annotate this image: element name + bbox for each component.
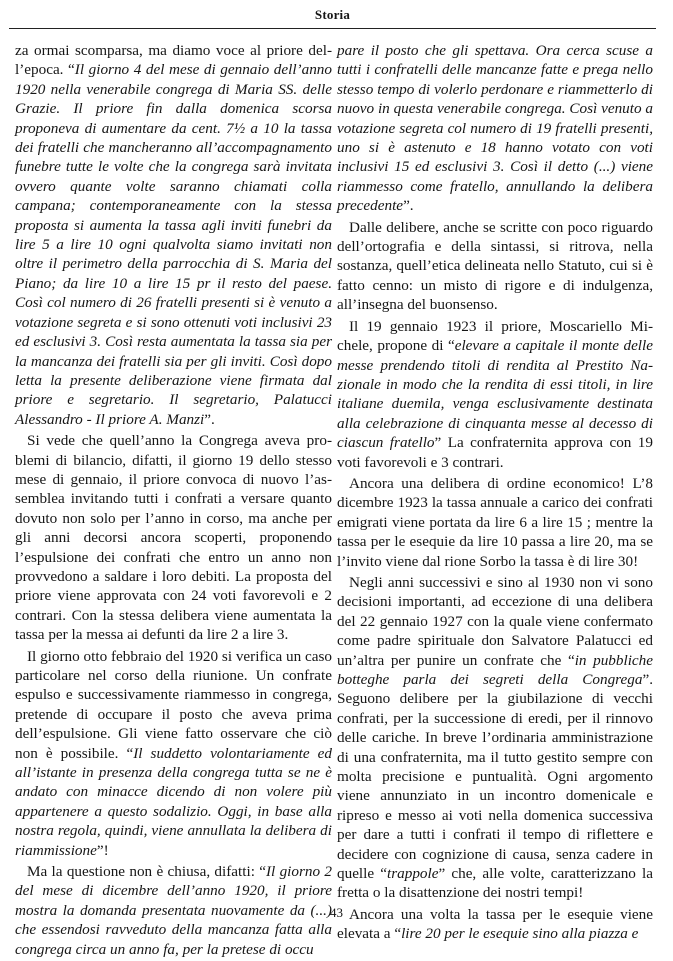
body-text: Dalle delibere, anche se scritte con poco riguardo dell’ortografia e della sintassi, si ritrova, nella sostanza, quell’etica delineata nello Statuto, cui si è fatto cenno: un misto di rigore e di indulgenza, all’insegna del buonsenso. bbox=[337, 218, 653, 314]
body-text: Il 19 gennaio 1923 il priore, Moscariello Michele, propone di “ bbox=[337, 317, 653, 355]
body-text: Ma la questione non è chiusa, difatti: “ bbox=[27, 863, 266, 881]
running-header bbox=[9, 4, 656, 29]
body-text: ”. bbox=[403, 197, 414, 215]
paragraph bbox=[15, 431, 332, 644]
body-text: ” che, alle volte, caratterizzano la fretta o la disattenzione dei nostri tempi! bbox=[337, 865, 653, 902]
quoted-text: in pubbliche botteghe parla dei segreti della Congrega bbox=[337, 651, 653, 688]
right-column bbox=[337, 41, 653, 946]
body-text: Ancora una delibera di ordine economico! L’8 dicembre 1923 la tassa annuale a carico dei confrati emigrati viene portata da lire 6 a lire 15 ; mentre la tassa per le esequie da lire 10 passa a lire 20, ma se l’invito viene dal rione Sorbo la tassa è di lire 30! bbox=[337, 474, 653, 570]
body-text: Il giorno otto febbraio del 1920 si verifica un caso particolare nel corso della riunione. Un confrate espulso e successivamente riammesso in congrega, pretende di occupare il posto che aveva prima dell’espulsione. Gli viene fatto osservare che ciò non è possibile. “ bbox=[15, 647, 332, 762]
paragraph bbox=[15, 41, 332, 429]
paragraph bbox=[337, 573, 653, 903]
paragraph bbox=[337, 218, 653, 315]
left-column bbox=[15, 41, 332, 961]
body-text: ”! bbox=[96, 841, 109, 859]
body-text: Negli anni successivi e sino al 1930 non vi sono decisioni importanti, ad eccezione di una delibera del 22 gennaio 1927 con la quale viene confermato come padre spirituale don Salvatore Palatucci ed un’altra per punire un confrate che “ bbox=[337, 573, 653, 669]
quoted-text: elevare a capitale il monte delle messe prendendo titoli di rendita al Prestito Nazionale in modo che la rendita di essi titoli, in lire italiane duemila, venga esclusivamente destinata alla celebrazione di cinquanta messe al decesso di ciascun fratello bbox=[337, 337, 653, 452]
paragraph bbox=[337, 474, 653, 571]
paragraph bbox=[15, 647, 332, 860]
paragraph bbox=[337, 317, 653, 472]
quoted-text: pare il posto che gli spettava. Ora cerca scuse a tutti i confratelli delle mancanze fatte e prega nello stesso tempo di volerlo perdonare e riammetterlo di nuovo in questa venerabile congrega. Così venuto a votazione segreta col numero di 19 fratelli presenti, uno si è astenuto e 18 hanno votato con voti inclusivi 15 ed esclusivi 3. Così il detto (...) viene riammesso come fratello, annullando la delibera precedente bbox=[337, 42, 653, 215]
body-text: Ancora una volta la tassa per le esequie viene elevata a “ bbox=[337, 905, 653, 943]
quoted-text: lire 20 per le esequie sino alla piazza e bbox=[401, 925, 639, 943]
page-number: 43 bbox=[330, 905, 343, 920]
quoted-text: trappole bbox=[387, 865, 439, 883]
body-text: ”. Seguono delibere per la giubilazione di vecchi confrati, per la successione di eredi, per il rinnovo delle cariche. In breve l’ordinaria amministrazione di una confraternita, ma il tutto gestito sempre con molta precisione e puntualità. Ogni argomento viene annunziato in un incontro domenicale e ripreso e messo ai voti nella domenica successiva per dare a tutti i confrati il tempo di riflettere e decidere con cognizione di causa, senza cadere in quelle “ bbox=[337, 671, 653, 883]
body-text: ”. bbox=[204, 410, 215, 428]
quoted-text: Il giorno 2 del mese di dicembre dell’anno 1920, il priore mostra la domanda presentata nuovamente da (...) che essendosi ravveduto della mancanza fatta alla congrega circa un anno fa, per la pretese di occu bbox=[15, 863, 332, 958]
body-text: za ormai scomparsa, ma diamo voce al priore dell’epoca. “ bbox=[15, 42, 332, 79]
quoted-text: Il suddetto volontariamente ed all’istante in presenza della congrega tutta se ne è andato con minacce dicendo di non volere più appartenere a questo sodalizio. Oggi, in base alla nostra regola, quindi, viene annullata la delibera di riammissione bbox=[15, 744, 332, 859]
section-title: Storia bbox=[314, 7, 351, 22]
paragraph bbox=[337, 41, 653, 216]
body-text: ” La confraternita approva con 19 voti favorevoli e 3 contrari. bbox=[337, 434, 653, 471]
quoted-text: Il giorno 4 del mese di gennaio dell’anno 1920 nella venerabile congrega di Maria SS. delle Grazie. Il priore fin dalla domenica scorsa proponeva di aumentare da cent. 7½ a 10 la tassa dei fratelli che mancheranno all’accompagnamento funebre tutte le volte che la congrega sarà invitata ovvero quante volte saranno chiamati colla campana; contemporaneamente con la stessa proposta si aumenta la tassa agli inviti funebri da lire 5 a lire 10 ogni qualvolta siamo invitati non oltre il perimetro della parrocchia di S. Maria del Piano; da lire 10 a lire 15 pr il resto del paese. Così col numero di 26 fratelli presenti si è venuto a votazione segreta e si sono ottenuti voti inclusivi 23 ed esclusivi 3. Così resta aumentata la tassa sia per la mancanza dei fratelli sia per gli inviti. Così dopo letta la presente deliberazione viene firmata dal priore e segretario. Il segretario, Palatucci Alessandro - Il priore A. Manzi bbox=[15, 61, 332, 428]
body-text: Si vede che quell’anno la Congrega aveva problemi di bilancio, difatti, il giorno 19 dello stesso mese di gennaio, il priore convoca di nuovo l’assemblea invitando tutti i confrati a versare quanto dovuto non solo per l’anno in corso, ma anche per gli anni decorsi ancora scoperti, proponendo l’espulsione dei confrati che entro un anno non provvedono a saldare i loro debiti. La proposta del priore viene approvata con 24 voti favorevoli e 2 contrari. Con la stessa delibera viene aumentata la tassa per la messa ai defunti da lire 2 a lire 3. bbox=[15, 432, 332, 644]
